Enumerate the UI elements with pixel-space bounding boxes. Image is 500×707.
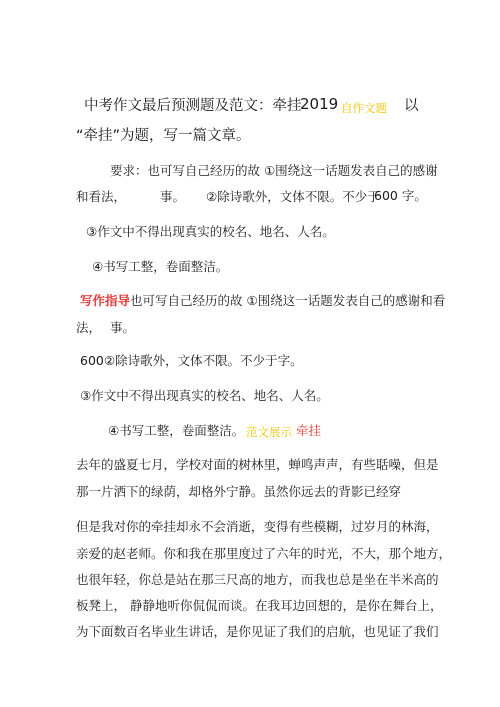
sample-label: 范文展示 — [246, 425, 292, 439]
guide-text-1: 也可写自己经历的故 ①围绕这一话题发表自己的感谢和看 — [130, 293, 446, 308]
heading-line — [84, 98, 302, 114]
requirement-line-4: ④书写工整，卷面整洁。 — [92, 259, 229, 274]
requirement-line-2c: ②除诗歌外，文体不限。不少于 — [206, 189, 380, 204]
essay-line-6: 板凳上， 静静地听你侃侃而谈。在我耳边回想的，是你在舞台上， — [76, 598, 443, 613]
guide-text-5: ④书写工整，卷面整洁。 — [108, 423, 245, 438]
title-tail: 以 — [404, 98, 419, 114]
guide-line-5 — [108, 423, 244, 439]
essay-line-7: 为下面数百名毕业生讲话，是你见证了我们的启航，也见证了我们 — [76, 624, 439, 639]
requirement-line-1: 要求：也可写自己经历的故 ①围绕这一话题发表自己的感谢 — [110, 163, 438, 178]
document-title: 中考作文最后预测题及范文：牵挂 — [84, 98, 302, 114]
guide-line-3: 600②除诗歌外，文体不限。不少于字。 — [80, 353, 303, 368]
requirement-line-2d: 600 字。 — [374, 188, 427, 203]
requirement-line-2a: 和看法， — [76, 189, 127, 204]
essay-line-1: 去年的盛夏七月，学校对面的树林里，蝉鸣声声，有些聒噪，但是 — [76, 457, 439, 472]
sample-title: 牵挂 — [296, 423, 322, 438]
guide-line-2b: 事。 — [110, 320, 136, 335]
title-subline: “牵挂”为题，写一篇文章。 — [76, 128, 251, 144]
essay-line-5: 也很年轻，你总是站在那三尺高的地方，而我也总是坐在半米高的 — [76, 572, 439, 587]
essay-line-2: 那一片洒下的绿荫，却格外宁静。虽然你远去的背影已经穿 — [76, 484, 402, 499]
guide-line-1 — [80, 293, 445, 309]
guide-label: 写作指导 — [80, 293, 131, 308]
essay-line-3: 但是我对你的牵挂却永不会消逝，变得有些模糊，过岁月的林海， — [76, 519, 439, 534]
title-tag: 自作文题 — [341, 101, 387, 115]
guide-line-4: ③作文中不得出现真实的校名、地名、人名。 — [80, 388, 329, 403]
requirement-line-3: ③作文中不得出现真实的校名、地名、人名。 — [86, 224, 335, 239]
guide-line-2a: 法， — [76, 320, 102, 335]
requirement-line-2b: 事。 — [160, 189, 186, 204]
essay-line-4: 亲爱的赵老师。你和我在那里度过了六年的时光，不大，那个地方， — [76, 546, 452, 561]
title-year: 2019 — [300, 95, 339, 113]
